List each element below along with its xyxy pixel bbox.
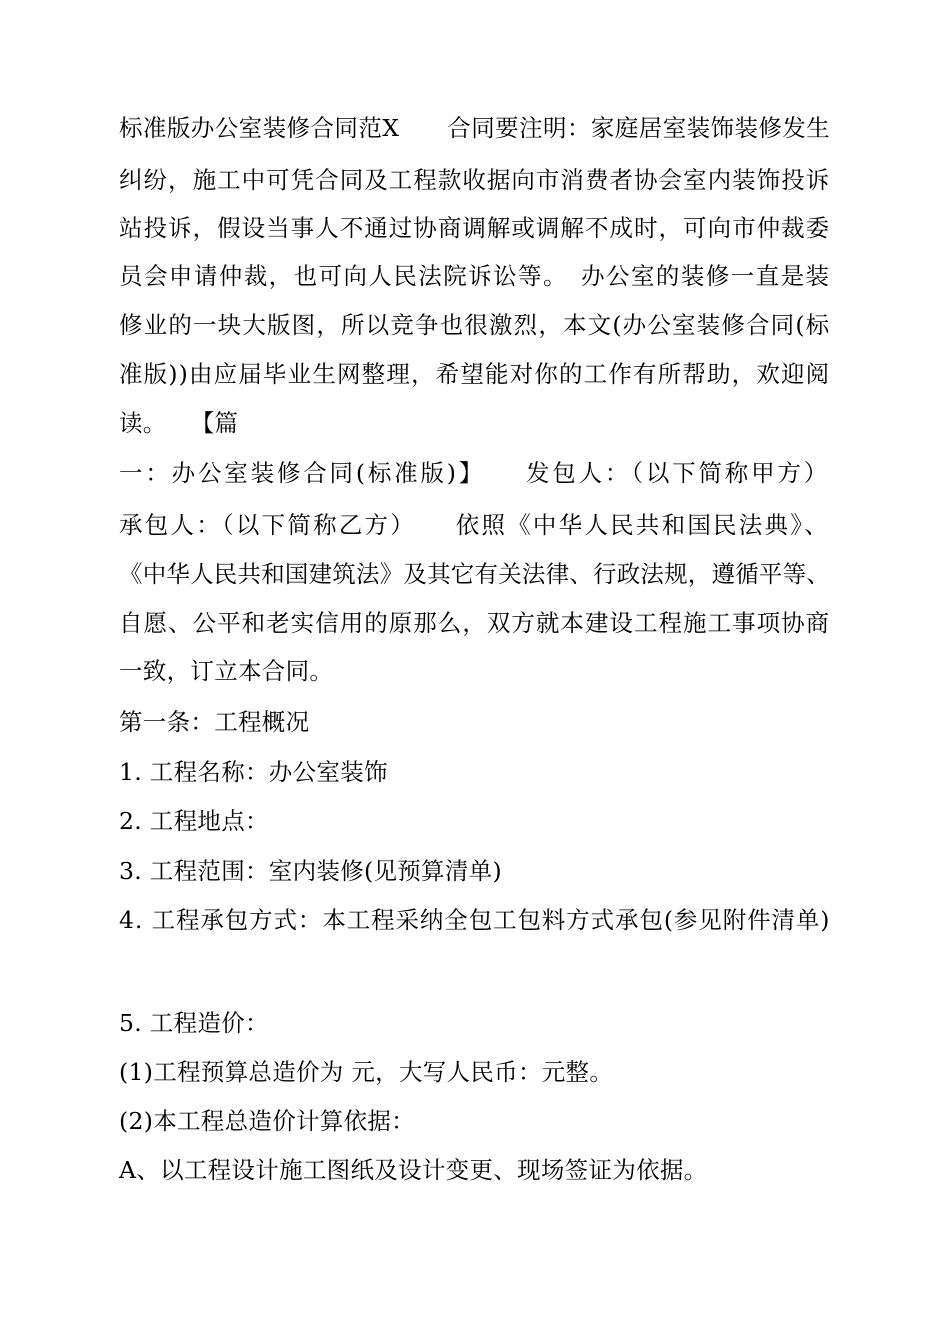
section-heading: 第一条：工程概况 [119, 708, 310, 736]
paragraph-line-9: 承包人：（以下简称乙方） 依照《中华人民共和国民法典》、 [119, 511, 830, 539]
sub-item-2: (2)本工程总造价计算依据： [119, 1107, 415, 1135]
list-item-3: 3. 工程范围：室内装修(见预算清单) [119, 857, 502, 885]
paragraph-line-11: 自愿、公平和老实信用的原那么，双方就本建设工程施工事项协商 [119, 609, 831, 637]
sub-item-1: (1)工程预算总造价为 元，大写人民币：元整。 [119, 1058, 614, 1086]
paragraph-line-3: 站投诉，假设当事人不通过协商调解或调解不成时，可向市仲裁委 [119, 214, 831, 242]
list-item-4: 4. 工程承包方式：本工程采纳全包工包料方式承包(参见附件清单) [119, 906, 831, 934]
paragraph-line-4: 员会申请仲裁，也可向人民法院诉讼等。 办公室的装修一直是装 [119, 262, 831, 290]
list-item-1: 1. 工程名称：办公室装饰 [119, 758, 388, 786]
paragraph-line-2: 纠纷，施工中可凭合同及工程款收据向市消费者协会室内装饰投诉 [119, 166, 831, 194]
paragraph-line-10: 《中华人民共和国建筑法》及其它有关法律、行政法规，遵循平等、 [119, 560, 830, 588]
paragraph-line-7: 读。 【篇 [119, 409, 239, 437]
paragraph-line-12: 一致，订立本合同。 [119, 657, 334, 685]
sub-item-a: A、以工程设计施工图纸及设计变更、现场签证为依据。 [119, 1156, 708, 1184]
paragraph-line-8: 一：办公室装修合同(标准版)】 发包人：（以下简称甲方） [119, 459, 831, 487]
list-item-5: 5. 工程造价： [119, 1009, 269, 1037]
paragraph-line-5: 修业的一块大版图，所以竞争也很激烈，本文(办公室装修合同(标 [119, 311, 831, 339]
paragraph-line-6: 准版))由应届毕业生网整理，希望能对你的工作有所帮助，欢迎阅 [119, 360, 831, 388]
paragraph-line-1: 标准版办公室装修合同范X 合同要注明：家庭居室装饰装修发生 [119, 114, 831, 142]
list-item-2: 2. 工程地点： [119, 807, 269, 835]
